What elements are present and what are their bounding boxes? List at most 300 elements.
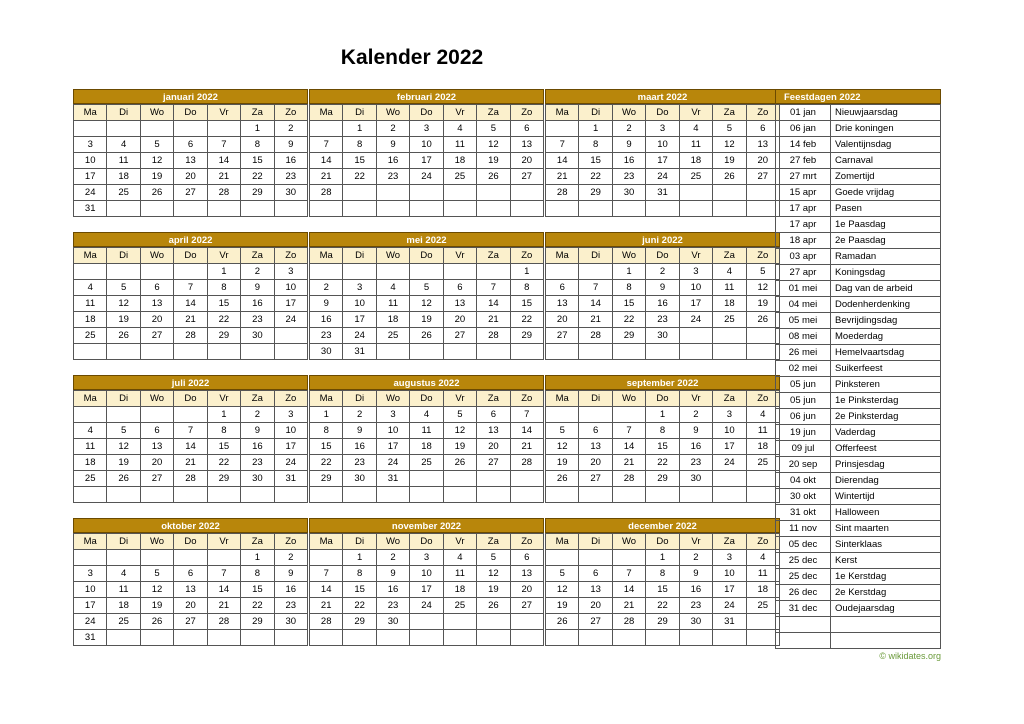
day-cell: 22 — [511, 312, 544, 328]
day-cell: 5 — [747, 264, 780, 280]
day-cell — [174, 487, 207, 503]
day-cell: 27 — [511, 169, 544, 185]
day-cell: 6 — [141, 280, 174, 296]
day-cell: 19 — [141, 598, 174, 614]
holiday-date: 31 dec — [776, 601, 831, 617]
day-cell — [275, 328, 308, 344]
month-grid — [309, 533, 544, 646]
month-header: april 2022 — [73, 232, 308, 247]
day-cell: 28 — [174, 328, 207, 344]
day-cell: 27 — [477, 455, 510, 471]
day-cell — [74, 550, 107, 566]
holiday-date: 01 mei — [776, 281, 831, 297]
holiday-date: 27 mrt — [776, 169, 831, 185]
day-cell: 17 — [377, 439, 410, 455]
day-cell — [444, 630, 477, 646]
day-cell: 5 — [444, 407, 477, 423]
day-cell: 19 — [713, 153, 746, 169]
day-cell — [444, 264, 477, 280]
day-cell — [646, 344, 679, 360]
weekday-header: Za — [241, 105, 274, 121]
day-cell: 31 — [713, 614, 746, 630]
day-cell: 7 — [579, 280, 612, 296]
holiday-date: 08 mei — [776, 329, 831, 345]
day-cell: 31 — [343, 344, 376, 360]
day-cell: 23 — [646, 312, 679, 328]
day-cell: 26 — [107, 328, 140, 344]
day-cell: 16 — [275, 153, 308, 169]
month-table — [309, 518, 544, 646]
day-cell: 2 — [310, 280, 343, 296]
day-cell: 9 — [680, 566, 713, 582]
day-cell: 12 — [107, 296, 140, 312]
day-cell: 9 — [613, 137, 646, 153]
day-cell: 20 — [579, 455, 612, 471]
day-cell: 15 — [613, 296, 646, 312]
day-cell: 12 — [444, 423, 477, 439]
holiday-date: 03 apr — [776, 249, 831, 265]
weekday-header: Wo — [377, 105, 410, 121]
day-cell: 9 — [310, 296, 343, 312]
day-cell: 10 — [275, 280, 308, 296]
weekday-header: Wo — [377, 534, 410, 550]
day-cell: 23 — [680, 598, 713, 614]
day-cell: 12 — [141, 582, 174, 598]
day-cell — [310, 487, 343, 503]
day-cell: 11 — [713, 280, 746, 296]
day-cell: 12 — [410, 296, 443, 312]
day-cell — [343, 630, 376, 646]
day-cell: 15 — [208, 296, 241, 312]
day-cell: 12 — [141, 153, 174, 169]
day-cell: 26 — [477, 598, 510, 614]
day-cell: 13 — [511, 137, 544, 153]
day-cell: 1 — [646, 550, 679, 566]
day-cell: 19 — [107, 312, 140, 328]
day-cell: 21 — [208, 598, 241, 614]
day-cell: 19 — [444, 439, 477, 455]
day-cell — [377, 630, 410, 646]
day-cell: 31 — [74, 201, 107, 217]
day-cell: 16 — [680, 582, 713, 598]
day-cell: 10 — [74, 582, 107, 598]
day-cell — [713, 185, 746, 201]
day-cell: 8 — [241, 137, 274, 153]
footer-credit: © wikidates.org — [879, 651, 941, 661]
day-cell: 20 — [477, 439, 510, 455]
day-cell — [477, 630, 510, 646]
day-cell — [141, 344, 174, 360]
day-cell: 24 — [680, 312, 713, 328]
day-cell — [613, 630, 646, 646]
day-cell: 16 — [377, 153, 410, 169]
holiday-date: 25 dec — [776, 553, 831, 569]
holiday-name: Dierendag — [831, 473, 941, 489]
day-cell: 2 — [275, 550, 308, 566]
holiday-date: 01 jan — [776, 105, 831, 121]
day-cell: 25 — [74, 471, 107, 487]
day-cell — [410, 344, 443, 360]
day-cell: 30 — [275, 185, 308, 201]
weekday-header: Vr — [680, 534, 713, 550]
day-cell: 6 — [444, 280, 477, 296]
day-cell: 6 — [141, 423, 174, 439]
day-cell: 28 — [613, 614, 646, 630]
day-cell: 5 — [107, 423, 140, 439]
day-cell: 19 — [107, 455, 140, 471]
day-cell: 21 — [613, 455, 646, 471]
holidays-grid — [775, 104, 941, 649]
day-cell — [444, 487, 477, 503]
day-cell — [579, 487, 612, 503]
day-cell: 17 — [713, 439, 746, 455]
day-cell — [680, 487, 713, 503]
day-cell: 6 — [477, 407, 510, 423]
holiday-date: 27 apr — [776, 265, 831, 281]
day-cell: 23 — [310, 328, 343, 344]
day-cell: 10 — [410, 566, 443, 582]
day-cell: 9 — [343, 423, 376, 439]
day-cell: 20 — [747, 153, 780, 169]
holiday-date: 27 feb — [776, 153, 831, 169]
day-cell — [174, 407, 207, 423]
day-cell: 7 — [174, 280, 207, 296]
weekday-header: Di — [579, 105, 612, 121]
day-cell — [208, 201, 241, 217]
weekday-header: Do — [410, 105, 443, 121]
day-cell: 3 — [410, 550, 443, 566]
day-cell — [546, 344, 579, 360]
day-cell: 29 — [343, 614, 376, 630]
holiday-name: Hemelvaartsdag — [831, 345, 941, 361]
day-cell — [174, 550, 207, 566]
weekday-header: Di — [343, 248, 376, 264]
day-cell: 15 — [241, 153, 274, 169]
day-cell: 30 — [646, 328, 679, 344]
day-cell: 4 — [74, 280, 107, 296]
day-cell: 17 — [275, 439, 308, 455]
day-cell: 13 — [174, 153, 207, 169]
day-cell — [511, 185, 544, 201]
holiday-name: Sint maarten — [831, 521, 941, 537]
weekday-header: Vr — [208, 391, 241, 407]
day-cell — [579, 201, 612, 217]
day-cell: 15 — [646, 582, 679, 598]
day-cell: 18 — [410, 439, 443, 455]
day-cell: 18 — [747, 439, 780, 455]
day-cell: 19 — [141, 169, 174, 185]
weekday-header: Do — [174, 248, 207, 264]
day-cell: 22 — [241, 169, 274, 185]
day-cell: 3 — [713, 407, 746, 423]
holiday-name: Pasen — [831, 201, 941, 217]
weekday-header: Zo — [275, 105, 308, 121]
weekday-header: Za — [713, 391, 746, 407]
weekday-header: Wo — [377, 248, 410, 264]
day-cell: 16 — [680, 439, 713, 455]
day-cell: 30 — [680, 471, 713, 487]
day-cell: 11 — [410, 423, 443, 439]
day-cell — [444, 185, 477, 201]
weekday-header: Za — [713, 105, 746, 121]
day-cell: 19 — [546, 598, 579, 614]
day-cell: 27 — [579, 471, 612, 487]
day-cell: 4 — [680, 121, 713, 137]
day-cell: 28 — [174, 471, 207, 487]
holiday-name: 1e Paasdag — [831, 217, 941, 233]
weekday-header: Vr — [208, 248, 241, 264]
weekday-header: Wo — [141, 534, 174, 550]
day-cell: 24 — [74, 614, 107, 630]
day-cell: 7 — [613, 566, 646, 582]
day-cell: 4 — [747, 407, 780, 423]
day-cell — [713, 471, 746, 487]
day-cell: 8 — [343, 137, 376, 153]
day-cell — [174, 121, 207, 137]
holiday-name: 2e Kerstdag — [831, 585, 941, 601]
holidays-table — [775, 89, 941, 649]
day-cell: 5 — [546, 423, 579, 439]
day-cell — [241, 487, 274, 503]
day-cell: 18 — [713, 296, 746, 312]
day-cell: 9 — [680, 423, 713, 439]
weekday-header: Do — [646, 391, 679, 407]
day-cell: 4 — [410, 407, 443, 423]
holiday-name: Valentijnsdag — [831, 137, 941, 153]
day-cell: 21 — [174, 312, 207, 328]
day-cell: 3 — [343, 280, 376, 296]
day-cell: 24 — [713, 598, 746, 614]
day-cell: 6 — [174, 566, 207, 582]
day-cell: 20 — [444, 312, 477, 328]
weekday-header: Ma — [546, 105, 579, 121]
day-cell: 6 — [747, 121, 780, 137]
day-cell: 1 — [241, 550, 274, 566]
day-cell — [74, 407, 107, 423]
day-cell: 22 — [646, 598, 679, 614]
weekday-header: Wo — [141, 391, 174, 407]
day-cell: 24 — [343, 328, 376, 344]
holiday-date: 05 jun — [776, 377, 831, 393]
day-cell: 22 — [343, 598, 376, 614]
day-cell: 16 — [241, 439, 274, 455]
weekday-header: Do — [174, 105, 207, 121]
day-cell: 19 — [477, 153, 510, 169]
weekday-header: Zo — [511, 534, 544, 550]
day-cell: 24 — [275, 455, 308, 471]
day-cell: 25 — [747, 455, 780, 471]
day-cell: 12 — [107, 439, 140, 455]
day-cell — [511, 344, 544, 360]
weekday-header: Di — [579, 391, 612, 407]
day-cell — [444, 471, 477, 487]
weekday-header: Vr — [444, 248, 477, 264]
weekday-header: Ma — [310, 105, 343, 121]
day-cell: 2 — [241, 264, 274, 280]
weekday-header: Wo — [377, 391, 410, 407]
holiday-name: Vaderdag — [831, 425, 941, 441]
day-cell — [343, 487, 376, 503]
day-cell: 14 — [174, 439, 207, 455]
day-cell: 7 — [613, 423, 646, 439]
day-cell — [579, 630, 612, 646]
holiday-date: 14 feb — [776, 137, 831, 153]
day-cell: 28 — [208, 185, 241, 201]
holiday-date: 05 dec — [776, 537, 831, 553]
day-cell: 24 — [275, 312, 308, 328]
holiday-name: Prinsjesdag — [831, 457, 941, 473]
day-cell: 28 — [310, 614, 343, 630]
day-cell: 4 — [713, 264, 746, 280]
holiday-date: 31 okt — [776, 505, 831, 521]
day-cell: 22 — [310, 455, 343, 471]
day-cell: 30 — [680, 614, 713, 630]
day-cell: 22 — [579, 169, 612, 185]
weekday-header: Do — [174, 534, 207, 550]
day-cell: 25 — [713, 312, 746, 328]
holiday-date: 20 sep — [776, 457, 831, 473]
holiday-date — [776, 633, 831, 649]
day-cell: 19 — [747, 296, 780, 312]
day-cell: 12 — [477, 566, 510, 582]
day-cell — [107, 264, 140, 280]
weekday-header: Zo — [511, 105, 544, 121]
day-cell — [410, 201, 443, 217]
day-cell — [107, 487, 140, 503]
day-cell — [546, 201, 579, 217]
day-cell — [174, 264, 207, 280]
day-cell: 18 — [680, 153, 713, 169]
day-cell: 14 — [613, 439, 646, 455]
day-cell — [477, 185, 510, 201]
day-cell — [680, 630, 713, 646]
day-cell: 15 — [646, 439, 679, 455]
day-cell: 23 — [613, 169, 646, 185]
day-cell — [477, 201, 510, 217]
day-cell: 22 — [343, 169, 376, 185]
day-cell: 16 — [310, 312, 343, 328]
day-cell: 1 — [208, 264, 241, 280]
day-cell: 1 — [310, 407, 343, 423]
day-cell: 8 — [646, 423, 679, 439]
day-cell: 25 — [74, 328, 107, 344]
day-cell: 25 — [444, 169, 477, 185]
day-cell — [477, 344, 510, 360]
day-cell: 26 — [410, 328, 443, 344]
day-cell: 14 — [174, 296, 207, 312]
weekday-header: Do — [646, 248, 679, 264]
day-cell: 27 — [511, 598, 544, 614]
day-cell — [107, 201, 140, 217]
day-cell: 7 — [546, 137, 579, 153]
day-cell — [343, 201, 376, 217]
month-grid — [73, 390, 308, 503]
day-cell — [511, 487, 544, 503]
day-cell: 11 — [444, 566, 477, 582]
holiday-date: 18 apr — [776, 233, 831, 249]
day-cell — [74, 121, 107, 137]
day-cell: 19 — [410, 312, 443, 328]
holiday-date: 04 okt — [776, 473, 831, 489]
day-cell: 27 — [174, 185, 207, 201]
month-table — [73, 375, 308, 503]
holiday-name: Sinterklaas — [831, 537, 941, 553]
day-cell: 15 — [310, 439, 343, 455]
day-cell: 27 — [546, 328, 579, 344]
day-cell: 22 — [241, 598, 274, 614]
day-cell: 21 — [310, 169, 343, 185]
day-cell: 29 — [579, 185, 612, 201]
day-cell: 22 — [208, 312, 241, 328]
day-cell: 6 — [546, 280, 579, 296]
weekday-header: Za — [477, 248, 510, 264]
holiday-name: Nieuwjaarsdag — [831, 105, 941, 121]
day-cell: 19 — [546, 455, 579, 471]
day-cell: 27 — [747, 169, 780, 185]
day-cell — [646, 487, 679, 503]
day-cell: 30 — [613, 185, 646, 201]
day-cell — [680, 201, 713, 217]
day-cell: 11 — [107, 582, 140, 598]
day-cell: 23 — [241, 312, 274, 328]
day-cell: 10 — [377, 423, 410, 439]
day-cell: 21 — [613, 598, 646, 614]
day-cell: 13 — [444, 296, 477, 312]
holiday-name: Pinksteren — [831, 377, 941, 393]
month-grid — [545, 247, 780, 360]
weekday-header: Za — [241, 534, 274, 550]
day-cell — [208, 550, 241, 566]
month-grid — [545, 104, 780, 217]
day-cell: 6 — [511, 550, 544, 566]
day-cell: 24 — [646, 169, 679, 185]
day-cell: 7 — [477, 280, 510, 296]
day-cell: 1 — [343, 121, 376, 137]
day-cell — [377, 185, 410, 201]
day-cell: 2 — [680, 407, 713, 423]
weekday-header: Zo — [747, 105, 780, 121]
day-cell: 22 — [613, 312, 646, 328]
day-cell: 13 — [579, 439, 612, 455]
day-cell: 1 — [646, 407, 679, 423]
day-cell — [579, 264, 612, 280]
weekday-header: Do — [646, 534, 679, 550]
day-cell: 15 — [208, 439, 241, 455]
day-cell: 26 — [747, 312, 780, 328]
day-cell: 20 — [174, 169, 207, 185]
weekday-header: Di — [343, 391, 376, 407]
day-cell: 26 — [477, 169, 510, 185]
day-cell: 23 — [241, 455, 274, 471]
month-header: mei 2022 — [309, 232, 544, 247]
day-cell: 7 — [310, 566, 343, 582]
month-header: maart 2022 — [545, 89, 780, 104]
weekday-header: Ma — [546, 391, 579, 407]
day-cell: 14 — [613, 582, 646, 598]
day-cell: 3 — [275, 407, 308, 423]
day-cell: 9 — [275, 137, 308, 153]
day-cell: 7 — [208, 566, 241, 582]
month-grid — [73, 104, 308, 217]
holiday-date: 06 jan — [776, 121, 831, 137]
day-cell: 23 — [343, 455, 376, 471]
day-cell — [241, 201, 274, 217]
day-cell: 30 — [241, 471, 274, 487]
day-cell: 8 — [613, 280, 646, 296]
day-cell — [546, 121, 579, 137]
day-cell: 18 — [74, 312, 107, 328]
day-cell: 8 — [343, 566, 376, 582]
